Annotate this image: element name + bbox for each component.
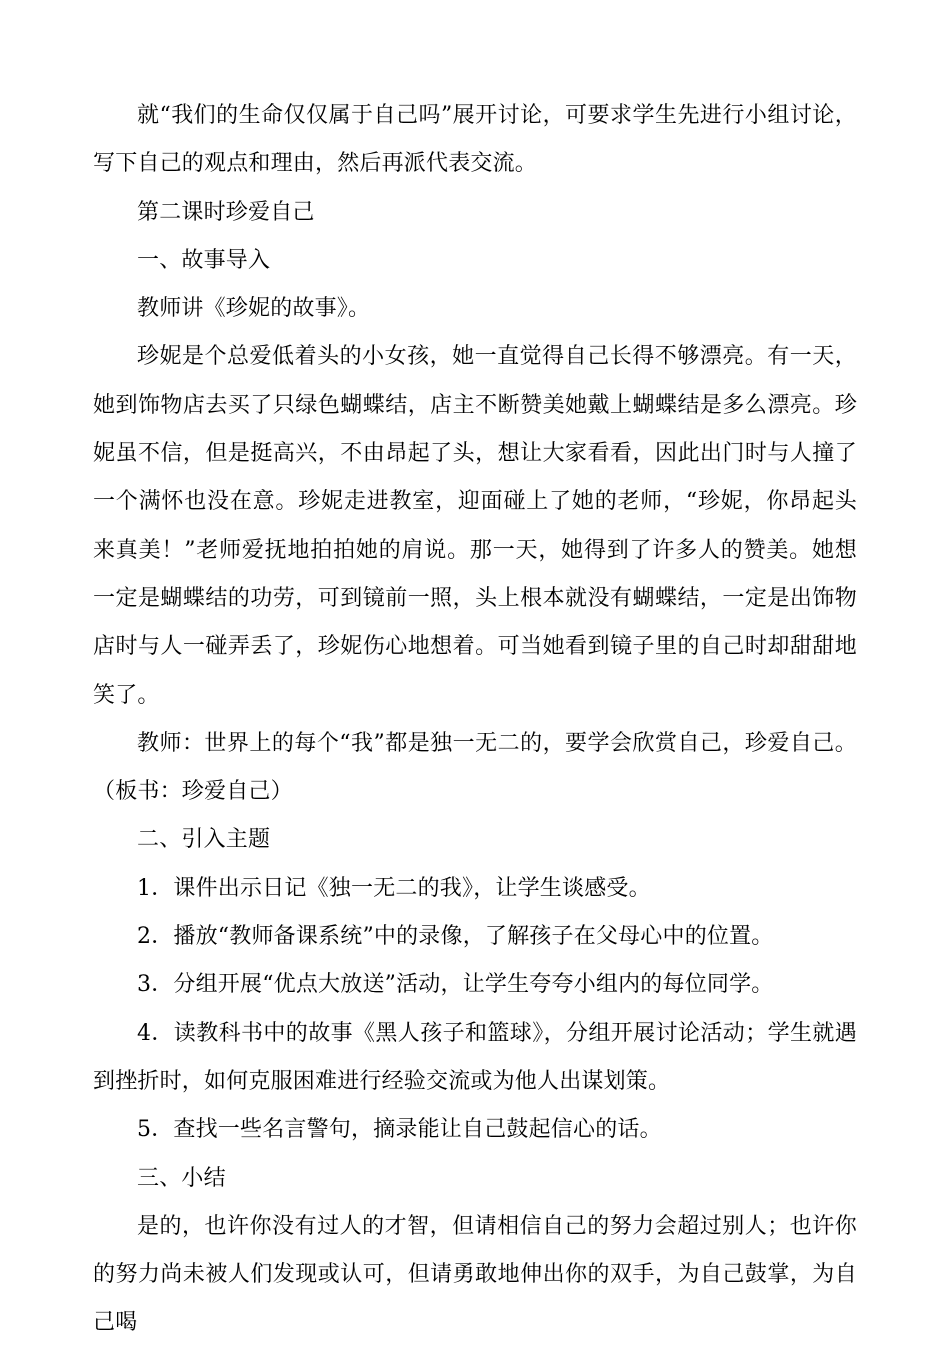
list-item: 1．课件出示日记《独一无二的我》，让学生谈感受。 [137,875,651,901]
teacher-story-intro-paragraph: 教师讲《珍妮的故事》。 [137,296,371,322]
section-heading-story-intro: 一、故事导入 [137,247,271,273]
document-page [93,92,857,1348]
teacher-summary-paragraph: 教师：世界上的每个“我”都是独一无二的，要学会欣赏自己，珍爱自己。（板书：珍爱自己） [93,730,857,805]
list-item: 5．查找一些名言警句，摘录能让自己鼓起信心的话。 [137,1117,662,1143]
list-item: 4．读教科书中的故事《黑人孩子和篮球》，分组开展讨论活动；学生就遇到挫折时，如何克服困难进行经验交流或为他人出谋划策。 [93,1020,857,1094]
section-heading-introduce-theme: 二、引入主题 [137,827,271,853]
section-heading-summary: 三、小结 [137,1165,226,1191]
conclusion-paragraph: 是的，也许你没有过人的才智，但请相信自己的努力会超过别人；也许你的努力尚未被人们发现或认可，但请勇敢地伸出你的双手，为自己鼓掌，为自己喝 [93,1213,857,1336]
list-item: 3．分组开展“优点大放送”活动，让学生夸夸小组内的每位同学。 [137,972,774,998]
list-item: 2．播放“教师备课系统”中的录像，了解孩子在父母心中的位置。 [137,924,774,950]
discussion-paragraph: 就“我们的生命仅仅属于自己吗”展开讨论，可要求学生先进行小组讨论，写下自己的观点和理由，然后再派代表交流。 [93,103,857,177]
story-paragraph: 珍妮是个总爱低着头的小女孩，她一直觉得自己长得不够漂亮。有一天，她到饰物店去买了只绿色蝴蝶结，店主不断赞美她戴上蝴蝶结是多么漂亮。珍妮虽不信，但是挺高兴，不由昂起了头，想让大家看看，因此出门时与人撞了一个满怀也没在意。珍妮走进教室，迎面碰上了她的老师，“珍妮，你昂起头来真美！”老师爱抚地拍拍她的肩说。那一天，她得到了许多人的赞美。她想一定是蝴蝶结的功劳，可到镜前一照，头上根本就没有蝴蝶结，一定是出饰物店时与人一碰弄丢了，珍妮伤心地想着。可当她看到镜子里的自己时却甜甜地笑了。 [93,344,857,708]
lesson-title: 第二课时珍爱自己 [137,199,315,225]
